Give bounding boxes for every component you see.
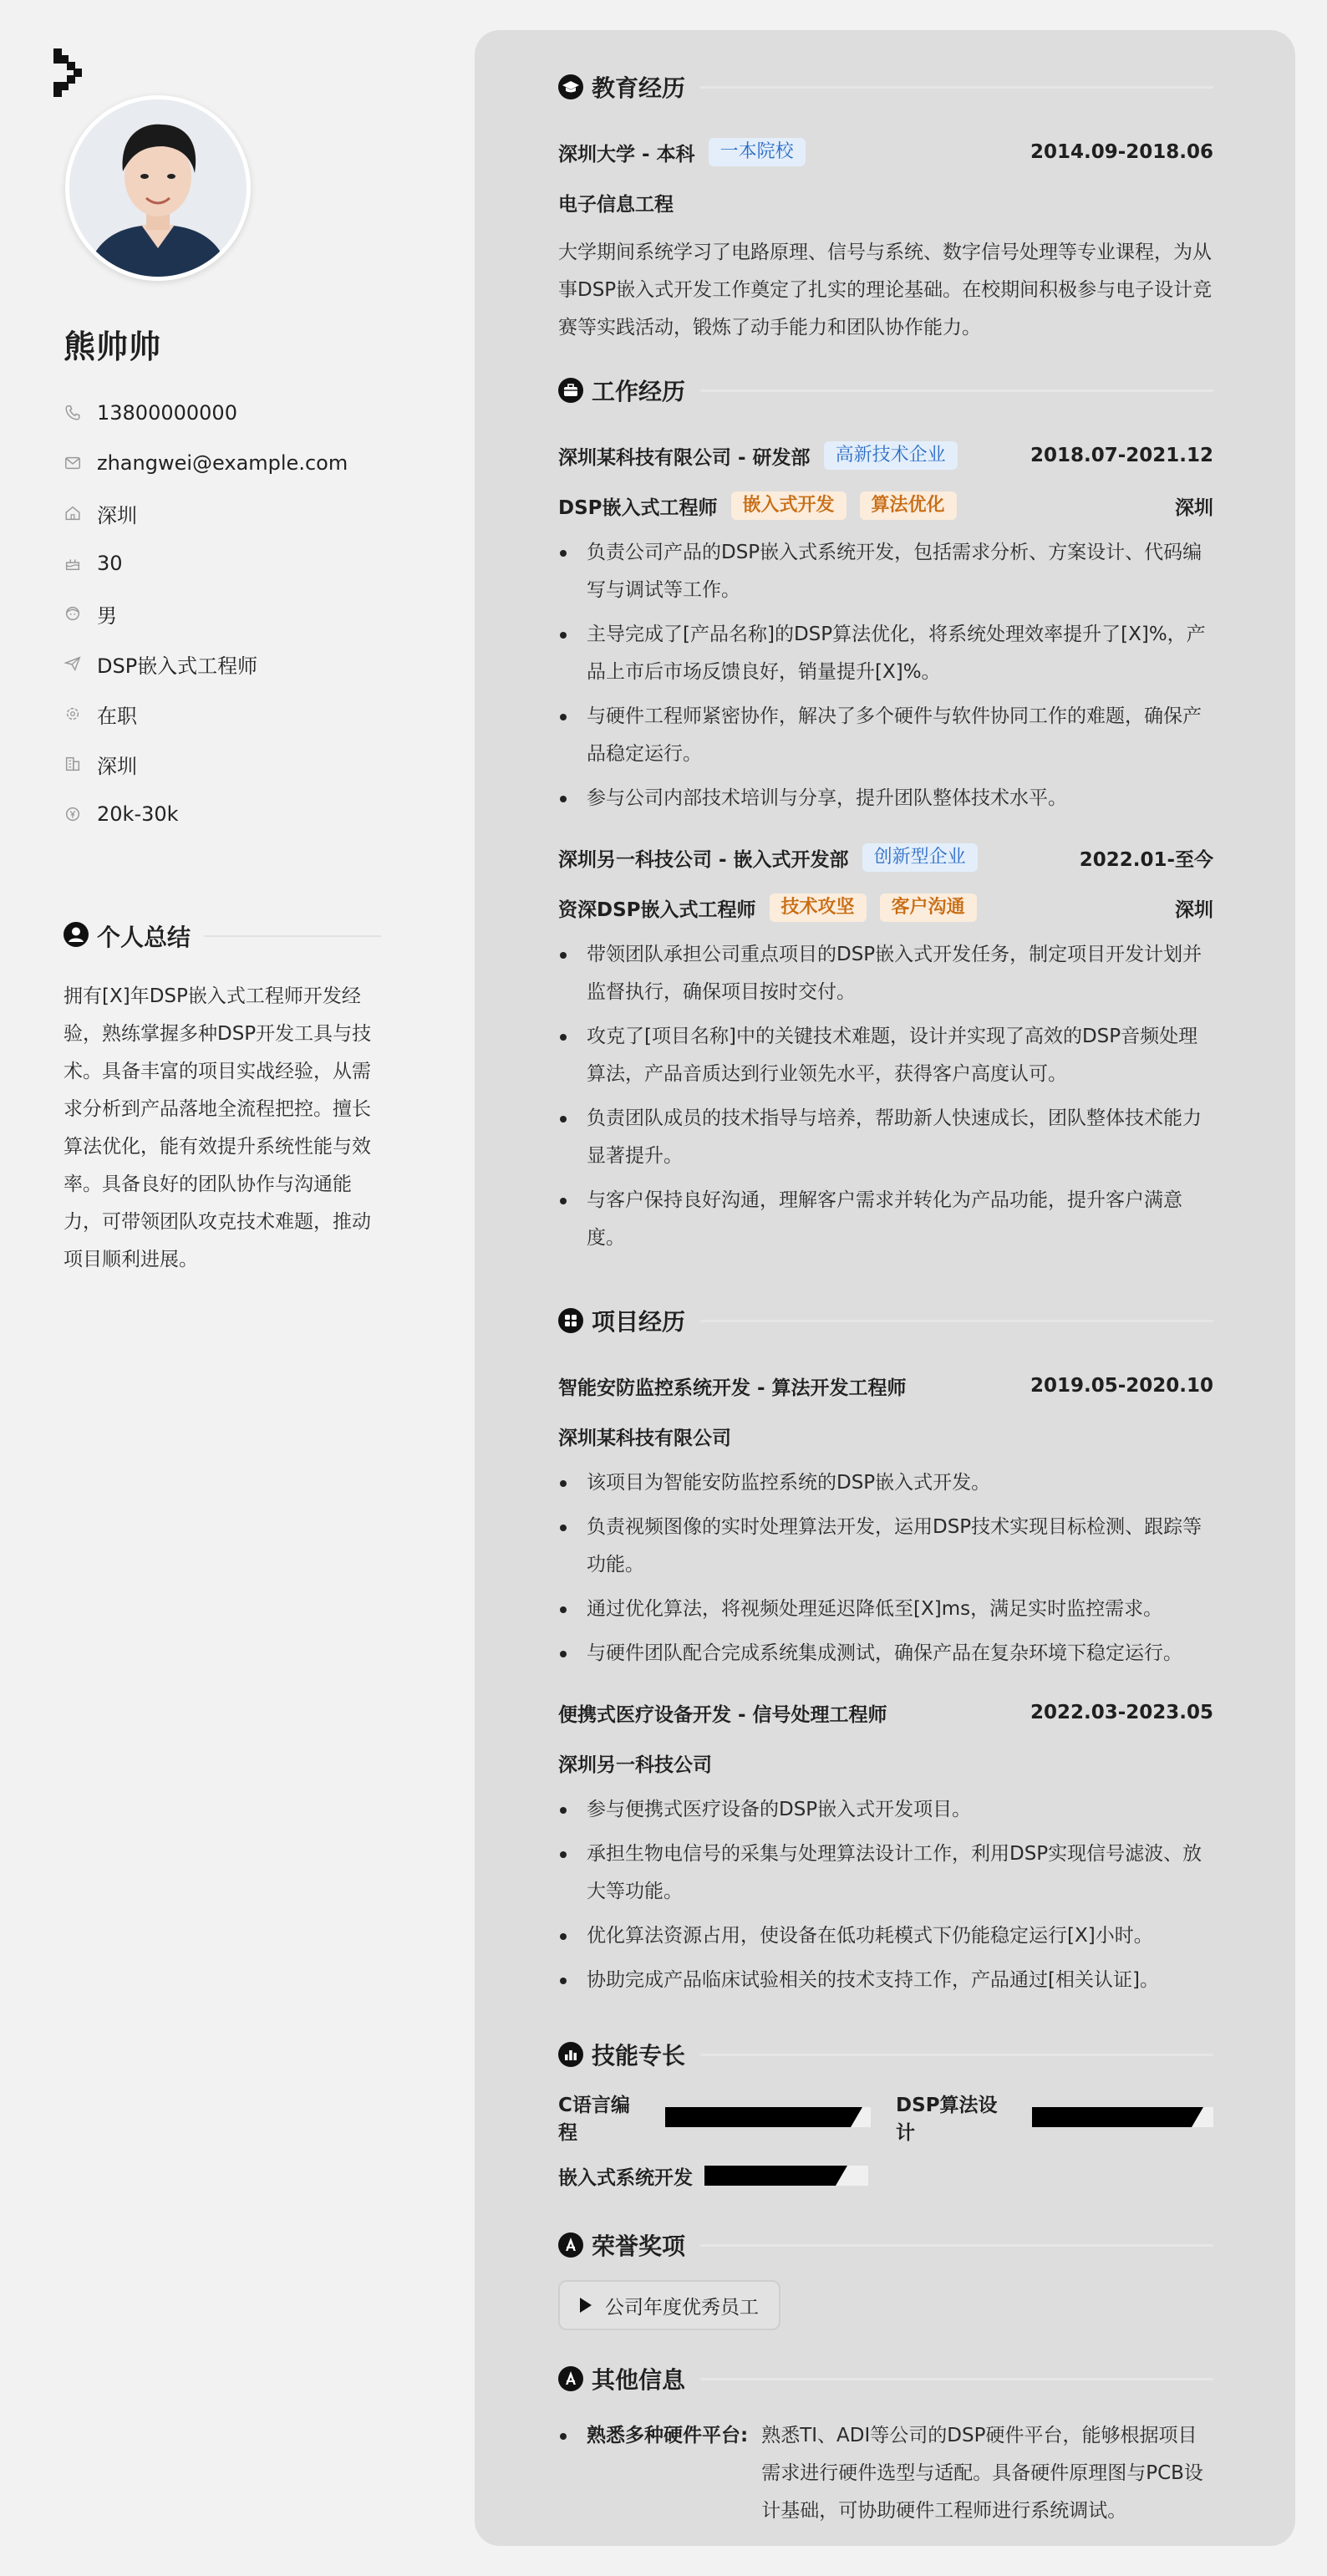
section-divider	[700, 389, 1213, 392]
briefcase-icon	[558, 378, 583, 403]
job-role: DSP嵌入式工程师	[558, 496, 718, 519]
skill-name: C语言编程	[558, 2095, 630, 2144]
info-phone	[64, 388, 431, 438]
job-bullets	[558, 534, 1213, 817]
project-bullets	[558, 1464, 1213, 1672]
awards-title: 荣誉奖项	[592, 2232, 686, 2260]
other-text: 熟悉TI、ADI等公司的DSP硬件平台，能够根据项目需求进行硬件选型与适配。具备硬件原理图与PCB设计基础，可协助硬件工程师进行系统调试。	[761, 2425, 1203, 2522]
info-text: zhangwei@example.com	[97, 451, 348, 475]
project-row	[558, 1688, 1213, 1738]
projects-header	[558, 1297, 1213, 1344]
education-desc: 大学期间系统学习了电路原理、信号与系统、数字信号处理等专业课程，为从事DSP嵌入式开发工作奠定了扎实的理论基础。在校期间积极参与电子设计竞赛等实践活动，锻炼了动手能力和团队协作能力。	[558, 242, 1213, 339]
company-tag: 创新型企业	[862, 843, 978, 872]
section-divider	[204, 935, 381, 937]
graduation-cap-icon	[558, 74, 583, 99]
section-divider	[700, 2054, 1213, 2056]
education-period: 2014.09-2018.06	[1030, 141, 1213, 163]
info-text: DSP嵌入式工程师	[97, 654, 258, 678]
job-city: 深圳	[1175, 496, 1213, 519]
list-item: 与客户保持良好沟通，理解客户需求并转化为产品功能，提升客户满意度。	[558, 1182, 1213, 1257]
info-text: 30	[97, 552, 123, 575]
info-text: 男	[97, 603, 117, 628]
info-position	[64, 639, 431, 689]
section-divider	[700, 86, 1213, 89]
info-city	[64, 739, 431, 789]
project-name: 智能安防监控系统开发 - 算法开发工程师	[558, 1377, 907, 1399]
skills-header	[558, 2031, 1213, 2078]
resume-content	[558, 64, 1213, 2537]
job-city: 深圳	[1175, 899, 1213, 921]
list-item: 优化算法资源占用，使设备在低功耗模式下仍能稳定运行[X]小时。	[558, 1917, 1213, 1955]
award-icon	[558, 2232, 583, 2258]
education-title: 教育经历	[592, 74, 686, 102]
info-text: 13800000000	[97, 401, 237, 425]
list-item	[558, 2417, 1213, 2530]
phone-icon	[64, 404, 82, 422]
info-gender	[64, 588, 431, 639]
project-period: 2022.03-2023.05	[1030, 1702, 1213, 1723]
info-text: 20k-30k	[97, 802, 179, 826]
list-item: 带领团队承担公司重点项目的DSP嵌入式开发任务，制定项目开发计划并监督执行，确保项目按时交付。	[558, 936, 1213, 1011]
list-item: 负责团队成员的技术指导与培养，帮助新人快速成长，团队整体技术能力显著提升。	[558, 1100, 1213, 1175]
awards-header	[558, 2222, 1213, 2268]
award-text: 公司年度优秀员工	[605, 2296, 759, 2319]
project-company-row	[558, 1738, 1213, 1788]
role-tag: 算法优化	[860, 491, 957, 520]
skills-title: 技能专长	[592, 2042, 686, 2069]
bar-chart-icon	[558, 2042, 583, 2067]
school-tag: 一本院校	[709, 138, 806, 166]
info-text: 深圳	[97, 503, 137, 527]
list-item: 参与公司内部技术培训与分享，提升团队整体技术水平。	[558, 780, 1213, 817]
job-period: 2022.01-至今	[1079, 848, 1213, 871]
company-tag: 高新技术企业	[824, 441, 958, 470]
skill-bar-fill	[1032, 2107, 1192, 2127]
other-list	[558, 2417, 1213, 2530]
send-icon	[64, 654, 82, 673]
info-icon	[558, 2366, 583, 2391]
building-icon	[64, 755, 82, 773]
status-icon	[64, 705, 82, 723]
info-text: 深圳	[97, 754, 137, 778]
skill-bar	[1032, 2107, 1213, 2127]
other-title: 其他信息	[592, 2366, 686, 2394]
major-name: 电子信息工程	[558, 193, 674, 216]
education-header	[558, 64, 1213, 110]
project-row	[558, 1361, 1213, 1411]
other-label: 熟悉多种硬件平台:	[587, 2425, 749, 2446]
info-email	[64, 438, 431, 488]
job-period: 2018.07-2021.12	[1030, 445, 1213, 466]
list-item: 与硬件团队配合完成系统集成测试，确保产品在复杂环境下稳定运行。	[558, 1635, 1213, 1672]
grid-icon	[558, 1308, 583, 1333]
award-item	[558, 2280, 780, 2330]
job-role: 资深DSP嵌入式工程师	[558, 899, 756, 921]
info-text: 在职	[97, 704, 137, 728]
skill-bar-fill	[704, 2166, 836, 2186]
list-item: 攻克了[项目名称]中的关键技术难题，设计并实现了高效的DSP音频处理算法，产品音质达到行业领先水平，获得客户高度认可。	[558, 1018, 1213, 1093]
profile-sidebar	[0, 0, 475, 2576]
info-age	[64, 538, 431, 588]
role-tag: 技术攻坚	[770, 893, 867, 922]
project-company-row	[558, 1411, 1213, 1461]
list-item: 该项目为智能安防监控系统的DSP嵌入式开发。	[558, 1464, 1213, 1502]
job-company-row	[558, 430, 1213, 481]
summary-header	[64, 919, 381, 953]
other-header	[558, 2355, 1213, 2402]
list-item: 参与便携式医疗设备的DSP嵌入式开发项目。	[558, 1791, 1213, 1829]
mail-icon	[64, 454, 82, 472]
summary-title: 个人总结	[97, 924, 191, 951]
avatar	[65, 95, 251, 281]
skill-bar-fill	[665, 2107, 851, 2127]
home-icon	[64, 504, 82, 522]
major-row	[558, 177, 1213, 227]
job-company-row	[558, 832, 1213, 883]
list-item: 负责公司产品的DSP嵌入式系统开发，包括需求分析、方案设计、代码编写与调试等工作。	[558, 534, 1213, 609]
list-item: 协助完成产品临床试验相关的技术支持工作，产品通过[相关认证]。	[558, 1962, 1213, 1999]
list-item: 负责视频图像的实时处理算法开发，运用DSP技术实现目标检测、跟踪等功能。	[558, 1509, 1213, 1584]
projects-title: 项目经历	[592, 1308, 686, 1336]
info-salary	[64, 789, 431, 839]
project-name: 便携式医疗设备开发 - 信号处理工程师	[558, 1703, 887, 1726]
work-header	[558, 367, 1213, 414]
education-row	[558, 127, 1213, 177]
skill-name: 嵌入式系统开发	[558, 2166, 693, 2189]
skill-bar	[704, 2166, 868, 2186]
list-item: 主导完成了[产品名称]的DSP算法优化，将系统处理效率提升了[X]%，产品上市后市场反馈良好，销量提升[X]%。	[558, 616, 1213, 691]
skills-row	[558, 2088, 1213, 2146]
project-bullets	[558, 1791, 1213, 1999]
job-role-row	[558, 481, 1213, 531]
project-company: 深圳某科技有限公司	[558, 1427, 731, 1449]
user-icon	[64, 922, 89, 950]
gender-icon	[64, 604, 82, 623]
cake-icon	[64, 554, 82, 573]
company-name: 深圳某科技有限公司 - 研发部	[558, 446, 811, 469]
list-item: 与硬件工程师紧密协作，解决了多个硬件与软件协同工作的难题，确保产品稳定运行。	[558, 698, 1213, 773]
job-bullets	[558, 936, 1213, 1257]
job-role-row	[558, 883, 1213, 933]
section-divider	[700, 2378, 1213, 2380]
list-item: 通过优化算法，将视频处理延迟降低至[X]ms，满足实时监控需求。	[558, 1591, 1213, 1628]
summary-text: 拥有[X]年DSP嵌入式工程师开发经验，熟练掌握多种DSP开发工具与技术。具备丰富的项目实战经验，从需求分析到产品落地全流程把控。擅长算法优化，能有效提升系统性能与效率。具备良好的团队协作与沟通能力，可带领团队攻克技术难题，推动项目顺利进展。	[64, 985, 372, 1270]
resume-main-card	[475, 30, 1295, 2546]
skills-row	[558, 2146, 1213, 2205]
skill-name: DSP算法设计	[896, 2095, 998, 2144]
role-tag: 客户沟通	[880, 893, 977, 922]
company-name: 深圳另一科技公司 - 嵌入式开发部	[558, 848, 849, 871]
project-company: 深圳另一科技公司	[558, 1754, 712, 1776]
play-icon	[580, 2298, 592, 2313]
section-divider	[700, 1320, 1213, 1322]
skill-bar	[665, 2107, 872, 2127]
work-title: 工作经历	[592, 378, 686, 405]
project-period: 2019.05-2020.10	[1030, 1375, 1213, 1397]
section-divider	[700, 2244, 1213, 2247]
list-item: 承担生物电信号的采集与处理算法设计工作，利用DSP实现信号滤波、放大等功能。	[558, 1835, 1213, 1911]
info-location	[64, 488, 431, 538]
info-status	[64, 689, 431, 739]
role-tag: 嵌入式开发	[731, 491, 847, 520]
salary-icon	[64, 805, 82, 823]
school-name: 深圳大学 - 本科	[558, 143, 695, 165]
candidate-name: 熊帅帅	[64, 328, 162, 365]
contact-info-list	[64, 388, 431, 839]
logo-icon	[53, 48, 87, 99]
